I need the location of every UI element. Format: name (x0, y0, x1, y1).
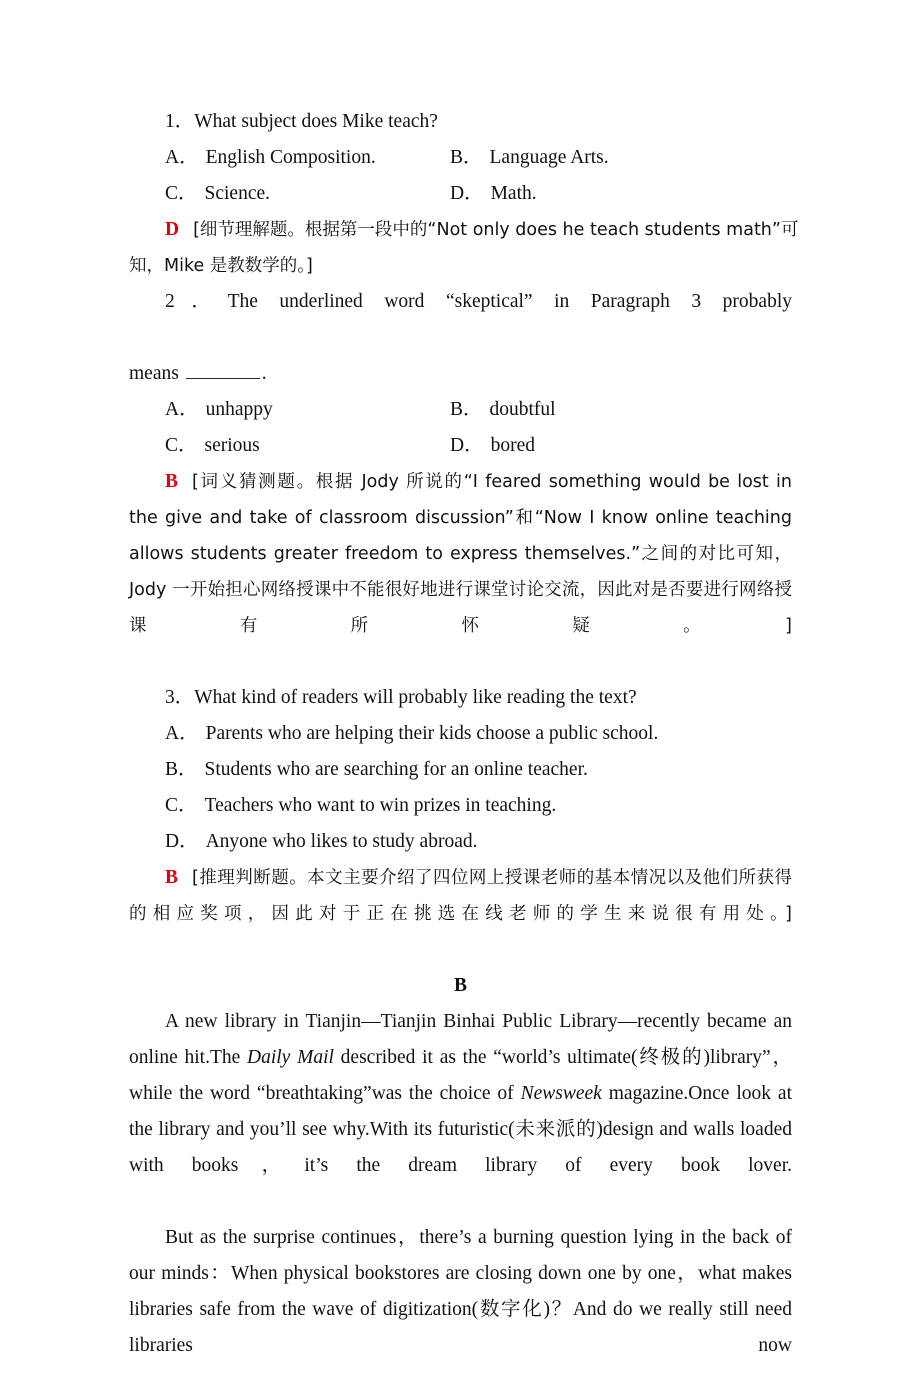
question-1-option-c[interactable] (165, 176, 450, 212)
option-text: Math. (490, 183, 537, 204)
question-3-explanation (129, 860, 792, 968)
option-text: Anyone who likes to study abroad. (205, 831, 478, 852)
option-text: Teachers who want to win prizes in teaching. (204, 795, 557, 816)
question-3-option-d[interactable] (129, 824, 792, 860)
question-3-option-c[interactable] (129, 788, 792, 824)
question-2-stem-text: 2．The underlined word “skeptical” in Paragraph 3 probably (165, 291, 792, 312)
question-3-option-a[interactable] (129, 716, 792, 752)
option-text: Parents who are helping their kids choose a public school. (205, 723, 659, 744)
question-2-option-c[interactable] (165, 428, 450, 464)
option-text: doubtful (489, 399, 556, 420)
question-2-means-label: means (129, 363, 179, 384)
option-label: A． (165, 147, 199, 168)
publication-name-newsweek: Newsweek (520, 1083, 602, 1104)
passage-seg-3: magazine.Once look at the library and you’ll see why.With its futuristic(未来派的)design and walls loaded with books，it’s the dream library of every book lover. (129, 1083, 792, 1176)
answer-blank-underline[interactable] (186, 361, 260, 379)
explanation-text: [细节理解题。根据第一段中的“Not only does he teach students math”可 (193, 220, 799, 240)
option-label: B． (450, 399, 483, 420)
question-1-options-row-1 (129, 140, 792, 176)
question-3-option-b[interactable] (129, 752, 792, 788)
question-2-option-b[interactable] (450, 392, 792, 428)
question-2-stem (129, 284, 792, 356)
option-text: English Composition. (205, 147, 376, 168)
question-2-explanation (129, 464, 792, 680)
option-text: Students who are searching for an online teacher. (204, 759, 588, 780)
explanation-text: [词义猜测题。根据 Jody 所说的“I feared something would be lost in the give and take of classroom discussion”和“Now I know online teaching allows students greater freedom to express themselves.”之间的对比可知，Jody 一开始担心网络授课中不能很好地进行课堂讨论交流，因此对是否要进行网络授课有所怀疑。] (129, 472, 792, 636)
option-label: D． (450, 183, 484, 204)
option-label: C． (165, 795, 198, 816)
question-2-options-row-2 (129, 428, 792, 464)
answer-letter-q3: B (165, 867, 179, 888)
passage-b-paragraph-1 (129, 1004, 792, 1220)
explanation-text: 知，Mike 是教数学的。] (129, 256, 313, 276)
question-2-option-d[interactable] (450, 428, 792, 464)
passage-b-paragraph-2: But as the surprise continues，there’s a burning question lying in the back of our minds：When physical bookstores are closing down one by one，what makes libraries safe from the wave of digitization(数字化)？And do we really still need libraries now (129, 1227, 792, 1356)
option-text: bored (490, 435, 535, 456)
question-1-stem: 1．What subject does Mike teach? (165, 111, 438, 132)
option-text: Language Arts. (489, 147, 609, 168)
option-label: A． (165, 723, 199, 744)
question-1-option-a[interactable] (165, 140, 450, 176)
question-1-explanation-line-2 (129, 248, 792, 284)
page-content (129, 104, 799, 1400)
question-3-stem: 3．What kind of readers will probably like reading the text? (165, 687, 637, 708)
question-1-option-b[interactable] (450, 140, 792, 176)
option-label: B． (165, 759, 198, 780)
question-2-options-row-1 (129, 392, 792, 428)
option-text: Science. (204, 183, 271, 204)
passage-seg-1: A new library in Tianjin—Tianjin Binhai Public Library—recently became an online hit.The (129, 1011, 792, 1068)
option-label: C． (165, 183, 198, 204)
option-label: C． (165, 435, 198, 456)
option-text: serious (204, 435, 260, 456)
option-label: D． (450, 435, 484, 456)
answer-letter-q2: B (165, 471, 179, 492)
option-label: D． (165, 831, 199, 852)
question-1-explanation-line-1 (129, 212, 799, 248)
option-text: unhappy (205, 399, 273, 420)
passage-seg-2: described it as the “world’s ultimate(终极的)library”，while the word “breathtaking”was the choice of (129, 1047, 793, 1104)
option-label: A． (165, 399, 199, 420)
question-1-options-row-2 (129, 176, 792, 212)
option-label: B． (450, 147, 483, 168)
question-2-stem-period: . (261, 363, 267, 384)
answer-letter-q1: D (165, 219, 180, 240)
question-2-option-a[interactable] (165, 392, 450, 428)
passage-b-heading: B (453, 975, 467, 996)
question-2-stem-continued (129, 356, 792, 392)
explanation-text: [推理判断题。本文主要介绍了四位网上授课老师的基本情况以及他们所获得的相应奖项，因此对于正在挑选在线老师的学生来说很有用处。] (129, 868, 792, 924)
question-1-option-d[interactable] (450, 176, 792, 212)
publication-name-daily-mail: Daily Mail (247, 1047, 334, 1068)
